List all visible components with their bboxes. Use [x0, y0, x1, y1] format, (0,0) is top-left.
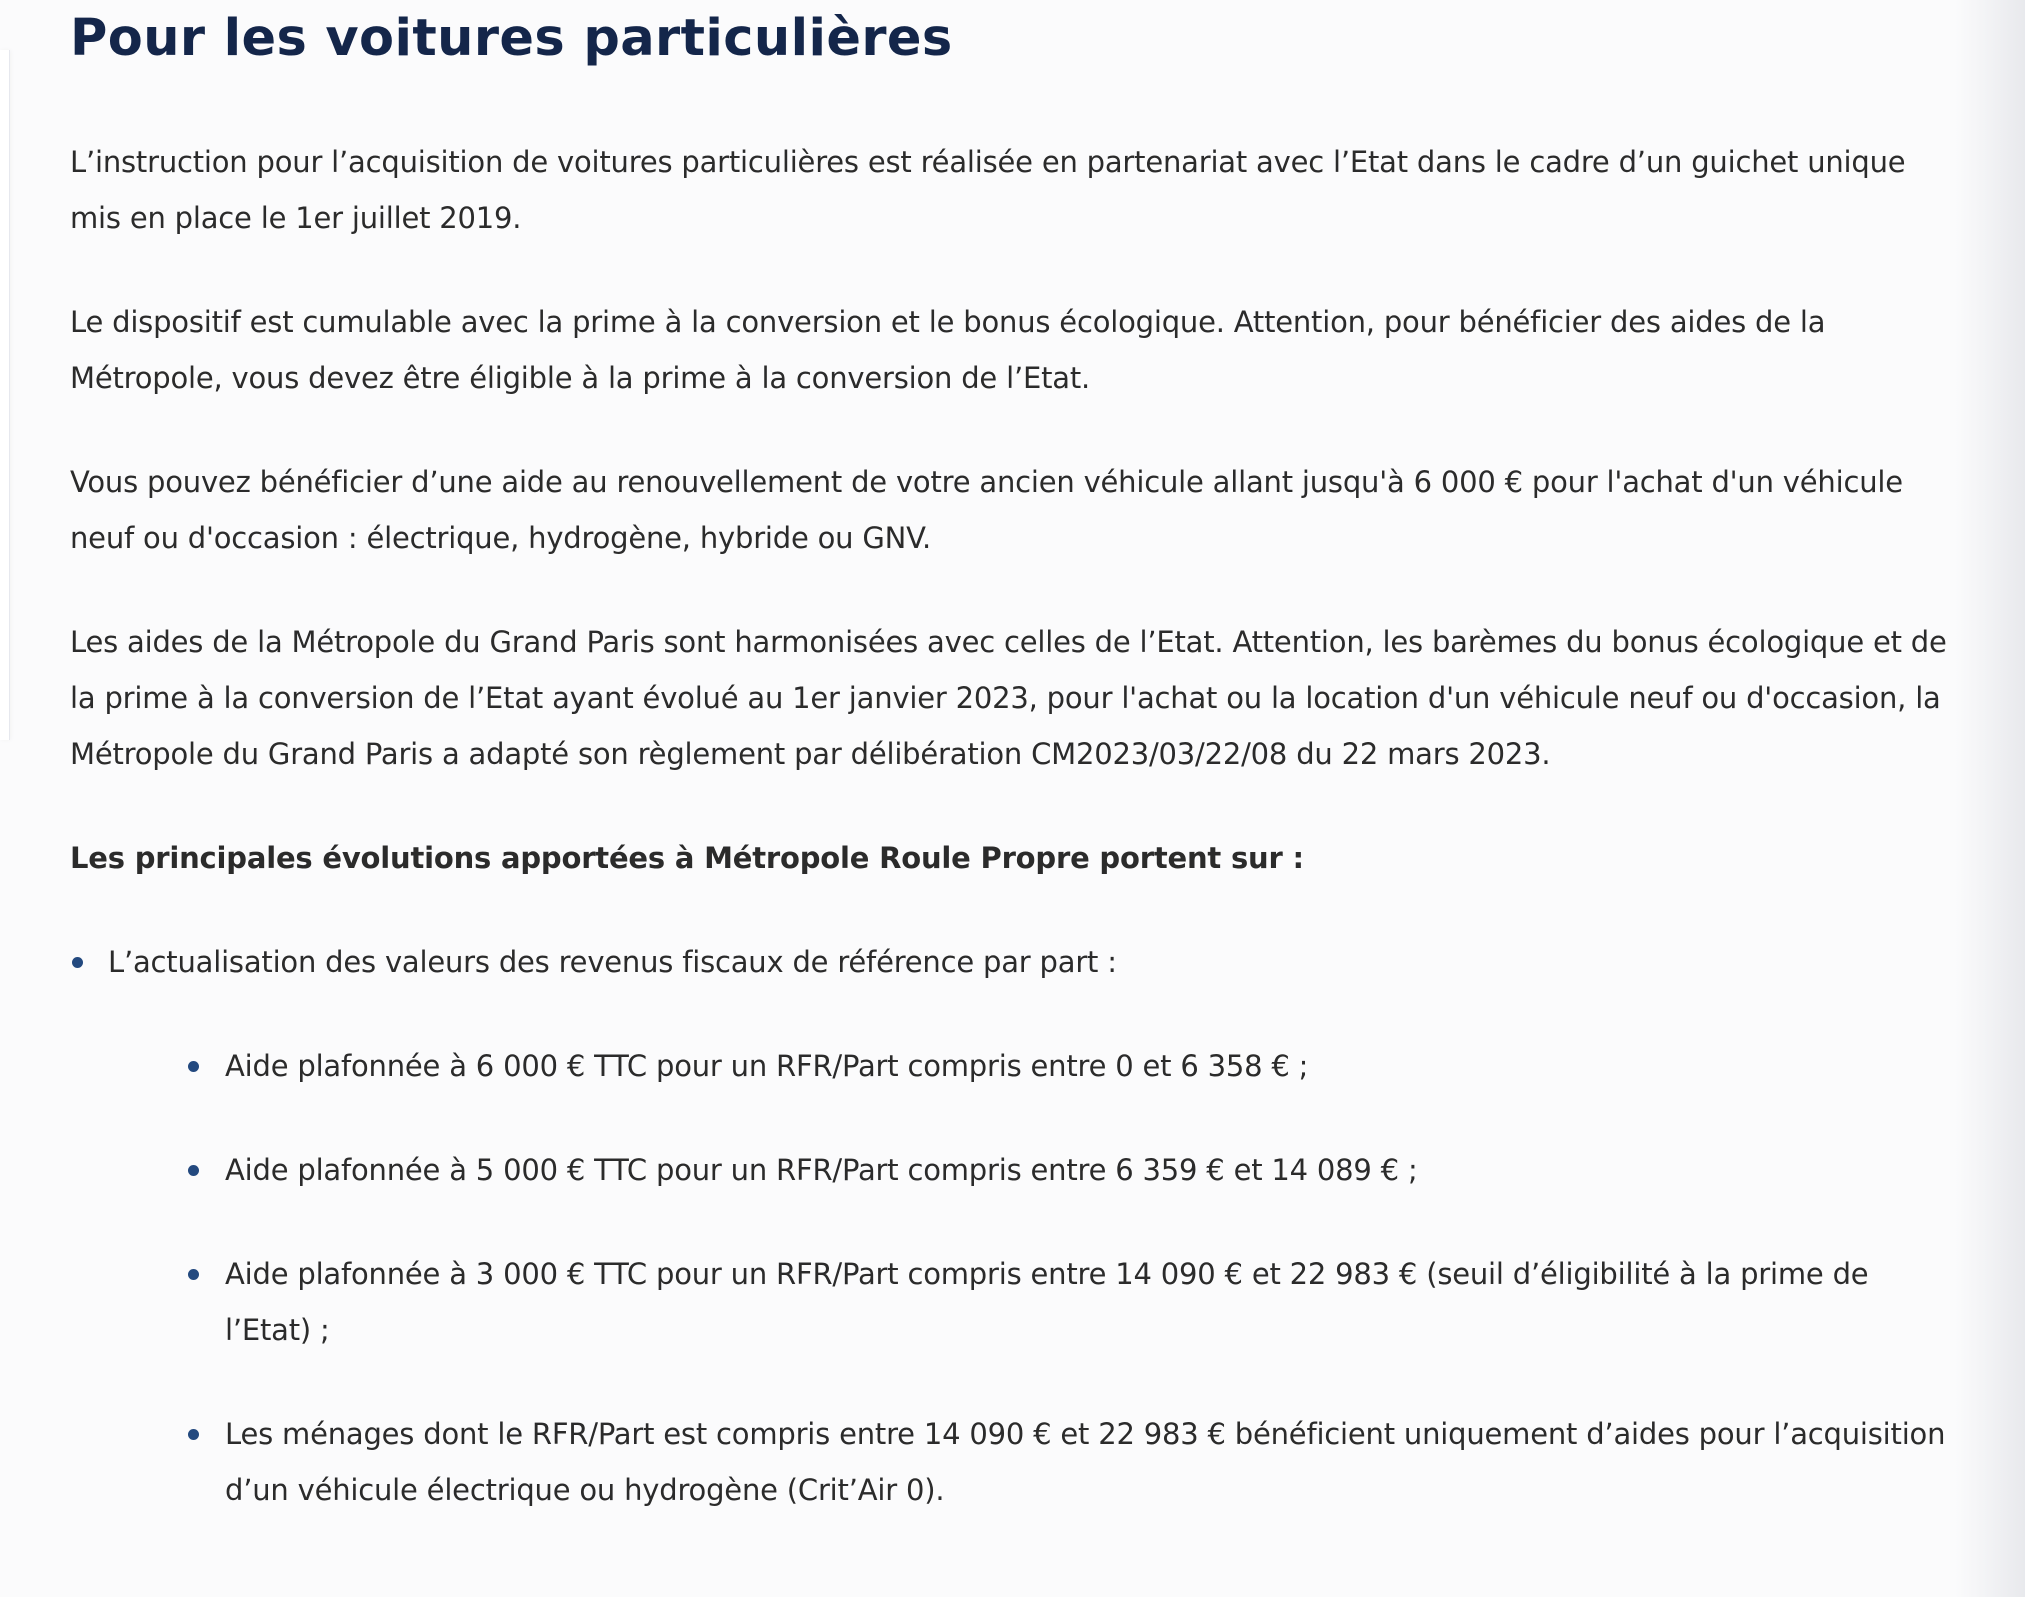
evolutions-list: [70, 934, 1950, 1518]
list-item-text: L’actualisation des valeurs des revenus fiscaux de référence par part :: [108, 945, 1117, 979]
right-page-shadow: [1955, 0, 2025, 1597]
paragraph-harmonisation: Les aides de la Métropole du Grand Paris sont harmonisées avec celles de l’Etat. Attention, les barèmes du bonus écologique et de la prime à la conversion de l’Etat ayant évolué au 1er janvier 2023, pour l'achat ou la location d'un véhicule neuf ou d'occasion, la Métropole du Grand Paris a adapté son règlement par délibération CM2023/03/22/08 du 22 mars 2023.: [70, 625, 1947, 771]
bullet-dot-icon: [72, 957, 83, 968]
sub-list-item-text: Aide plafonnée à 6 000 € TTC pour un RFR/Part compris entre 0 et 6 358 € ;: [225, 1049, 1309, 1083]
paragraph-aide-renouvellement: Vous pouvez bénéficier d’une aide au renouvellement de votre ancien véhicule allant jusqu'à 6 000 € pour l'achat d'un véhicule neuf ou d'occasion : électrique, hydrogène, hybride ou GNV.: [70, 465, 1903, 555]
bullet-dot-icon: [188, 1269, 199, 1280]
paragraph-cumulable: Le dispositif est cumulable avec la prime à la conversion et le bonus écologique. Attention, pour bénéficier des aides de la Métropole, vous devez être éligible à la prime à la conversion de l’Etat.: [70, 305, 1826, 395]
paragraph-guichet-unique: L’instruction pour l’acquisition de voitures particulières est réalisée en partenariat avec l’Etat dans le cadre d’un guichet unique mis en place le 1er juillet 2019.: [70, 145, 1906, 235]
list-item: [70, 934, 1950, 990]
sub-list-item: [70, 1142, 1950, 1198]
sub-list-item: [70, 1038, 1950, 1094]
sub-list-item-text: Aide plafonnée à 5 000 € TTC pour un RFR/Part compris entre 6 359 € et 14 089 € ;: [225, 1153, 1418, 1187]
sub-list-item: [70, 1246, 1950, 1358]
principales-evolutions-label: Les principales évolutions apportées à Métropole Roule Propre portent sur :: [70, 841, 1304, 875]
article-content: [70, 0, 1950, 1518]
bullet-dot-icon: [188, 1165, 199, 1176]
bullet-dot-icon: [188, 1429, 199, 1440]
sub-list-item: [70, 1406, 1950, 1518]
left-panel-edge: [0, 50, 10, 740]
sub-list-item-text: Aide plafonnée à 3 000 € TTC pour un RFR/Part compris entre 14 090 € et 22 983 € (seuil d’éligibilité à la prime de l’Etat) ;: [225, 1257, 1869, 1347]
section-heading: Pour les voitures particulières: [70, 9, 953, 68]
sub-list-item-text: Les ménages dont le RFR/Part est compris entre 14 090 € et 22 983 € bénéficient uniquement d’aides pour l’acquisition d’un véhicule électrique ou hydrogène (Crit’Air 0).: [225, 1417, 1946, 1507]
bullet-dot-icon: [188, 1061, 199, 1072]
